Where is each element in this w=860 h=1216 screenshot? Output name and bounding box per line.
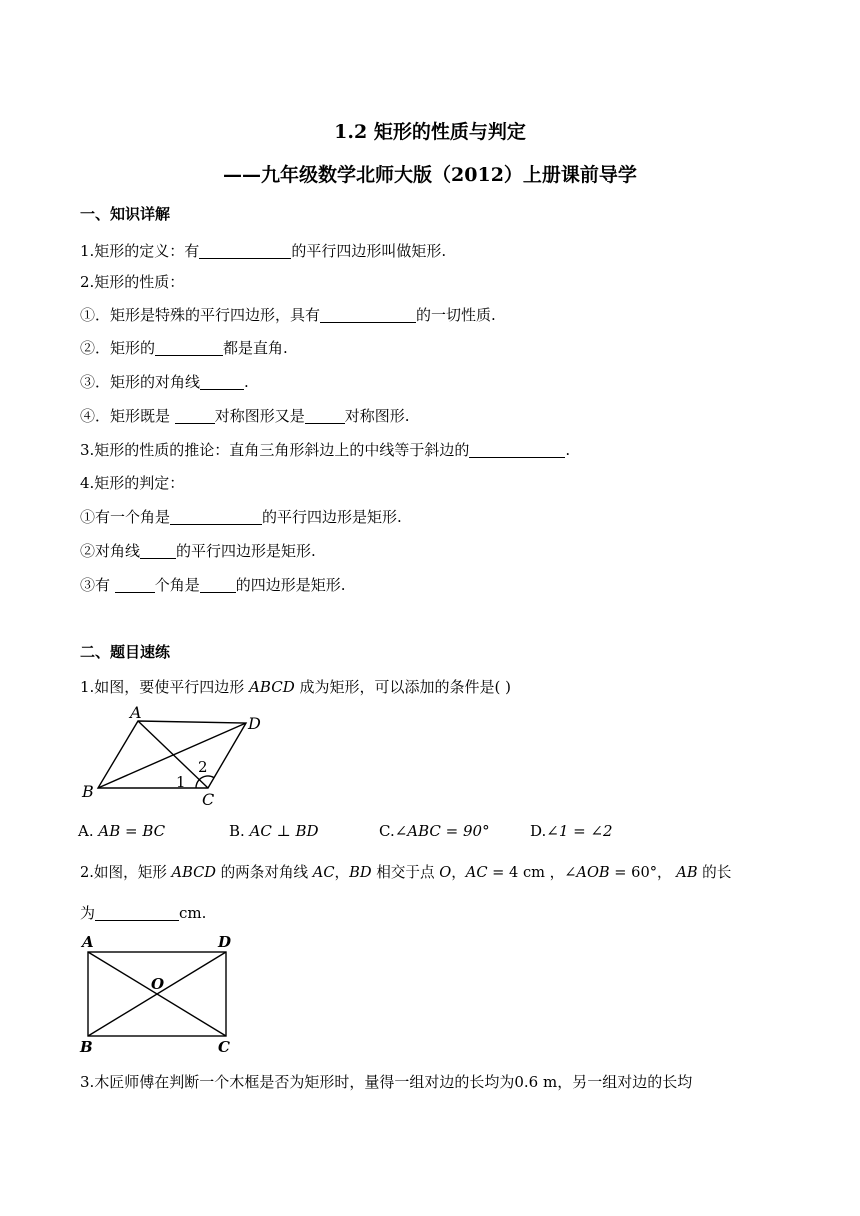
text: 3.木匠师傅在判断一个木框是否为矩形时，量得一组对边的长均为 (80, 1073, 515, 1091)
answer-blank (200, 577, 236, 593)
option-text: ∠1 = ∠2 (546, 822, 613, 840)
definition-line (80, 240, 446, 261)
math-var: AC (465, 864, 488, 881)
text: cm. (179, 904, 207, 922)
property-1 (80, 304, 496, 325)
option-text: AB = BC (98, 822, 166, 840)
math-var: AC (312, 864, 335, 881)
question-2-answer-line (80, 902, 206, 923)
option-b[interactable] (229, 822, 319, 840)
rectangle-figure (78, 932, 248, 1054)
answer-blank (155, 340, 223, 356)
text: 对称图形. (344, 407, 410, 425)
answer-blank (115, 577, 155, 593)
vertex-label-b: B (82, 782, 94, 801)
center-label-o: O (151, 975, 165, 993)
text: 对称图形又是 (214, 407, 305, 425)
parallelogram-figure (78, 704, 278, 810)
angle-label-1: 1 (176, 773, 186, 791)
text: ①有一个角是 (80, 508, 171, 526)
vertex-label-d: D (248, 714, 261, 733)
vertex-label-a: A (130, 704, 142, 722)
text: 2.如图，矩形 (80, 864, 172, 881)
answer-blank (175, 408, 215, 424)
answer-blank (320, 307, 416, 323)
question-1-stem (80, 676, 511, 697)
page-subtitle: ——九年级数学北师大版（2012）上册课前导学 (223, 164, 637, 186)
option-letter: C. (379, 822, 395, 840)
option-c[interactable] (379, 822, 490, 840)
vertex-label-b: B (80, 1038, 93, 1054)
vertex-label-c: C (202, 790, 215, 809)
judgement-2 (80, 540, 316, 561)
answer-blank (200, 374, 244, 390)
math-value: 0.6 m (514, 1073, 558, 1091)
judgement-3 (80, 574, 346, 595)
question-2-stem (80, 861, 731, 882)
text: 1.如图，要使平行四边形 (80, 678, 250, 696)
answer-blank (95, 905, 179, 921)
answer-blank (199, 243, 291, 259)
text: 成为矩形，可以添加的条件是( ) (294, 678, 511, 696)
math-var: ∠AOB (564, 864, 610, 881)
text: 的四边形是矩形. (235, 576, 346, 594)
property-4 (80, 405, 410, 426)
judgement-1 (80, 506, 402, 527)
answer-blank (305, 408, 345, 424)
text: . (565, 441, 571, 459)
option-text: AC ⊥ BD (249, 822, 319, 840)
math-var: ABCD (171, 864, 216, 881)
text: 的长 (697, 864, 732, 881)
text: ②．矩形的 (80, 339, 156, 357)
answer-blank (140, 543, 176, 559)
text: 的平行四边形叫做矩形. (291, 242, 447, 260)
vertex-label-c: C (218, 1038, 230, 1054)
text: . (244, 373, 249, 391)
property-2 (80, 337, 288, 358)
math-var: ABCD (249, 678, 295, 696)
text: 的平行四边形是矩形. (176, 542, 316, 560)
text: 的一切性质. (416, 306, 496, 324)
text: ①．矩形是特殊的平行四边形，具有 (80, 306, 321, 324)
math-var: O (439, 864, 452, 881)
vertex-label-d: D (218, 933, 232, 951)
text: ②对角线 (80, 542, 141, 560)
text: 都是直角. (223, 339, 288, 357)
angle-label-2: 2 (198, 758, 208, 776)
text: 1.矩形的定义：有 (80, 242, 200, 260)
text: ， (451, 864, 466, 881)
text: 为 (80, 904, 96, 922)
angle-1-arc (196, 780, 199, 789)
diagonal-bd (98, 723, 246, 788)
text: ，另一组对边的长均 (557, 1073, 693, 1091)
text: ③有 (80, 576, 115, 594)
math-var: BD (349, 864, 372, 881)
option-letter: D. (530, 822, 547, 840)
text: ③．矩形的对角线 (80, 373, 201, 391)
section-heading-practice: 二、题目速练 (80, 643, 171, 661)
option-letter: B. (229, 822, 250, 840)
section-heading-knowledge: 一、知识详解 (80, 205, 171, 223)
question-3-stem (80, 1071, 692, 1092)
text: ， (334, 864, 350, 881)
option-d[interactable] (530, 822, 613, 840)
text: = 60°， (609, 864, 677, 881)
option-letter: A. (78, 822, 99, 840)
page-title: 1.2 矩形的性质与判定 (334, 121, 526, 143)
vertex-label-a: A (82, 933, 94, 951)
angle-2-arc (199, 776, 214, 780)
option-text: ∠ABC = 90° (394, 822, 490, 840)
text: 的两条对角线 (215, 864, 313, 881)
answer-blank (469, 442, 565, 458)
math-var: AB (676, 864, 698, 881)
corollary-line (80, 439, 570, 460)
text: 相交于点 (371, 864, 440, 881)
text: ④．矩形既是 (80, 407, 175, 425)
judgement-heading: 4.矩形的判定： (80, 474, 185, 492)
answer-blank (170, 509, 262, 525)
text: 个角是 (154, 576, 200, 594)
property-3 (80, 371, 249, 392)
property-heading: 2.矩形的性质： (80, 273, 185, 291)
text: 的平行四边形是矩形. (262, 508, 402, 526)
text: = 4 cm ， (487, 864, 565, 881)
option-a[interactable] (78, 822, 165, 840)
text: 3.矩形的性质的推论：直角三角形斜边上的中线等于斜边的 (80, 441, 470, 459)
